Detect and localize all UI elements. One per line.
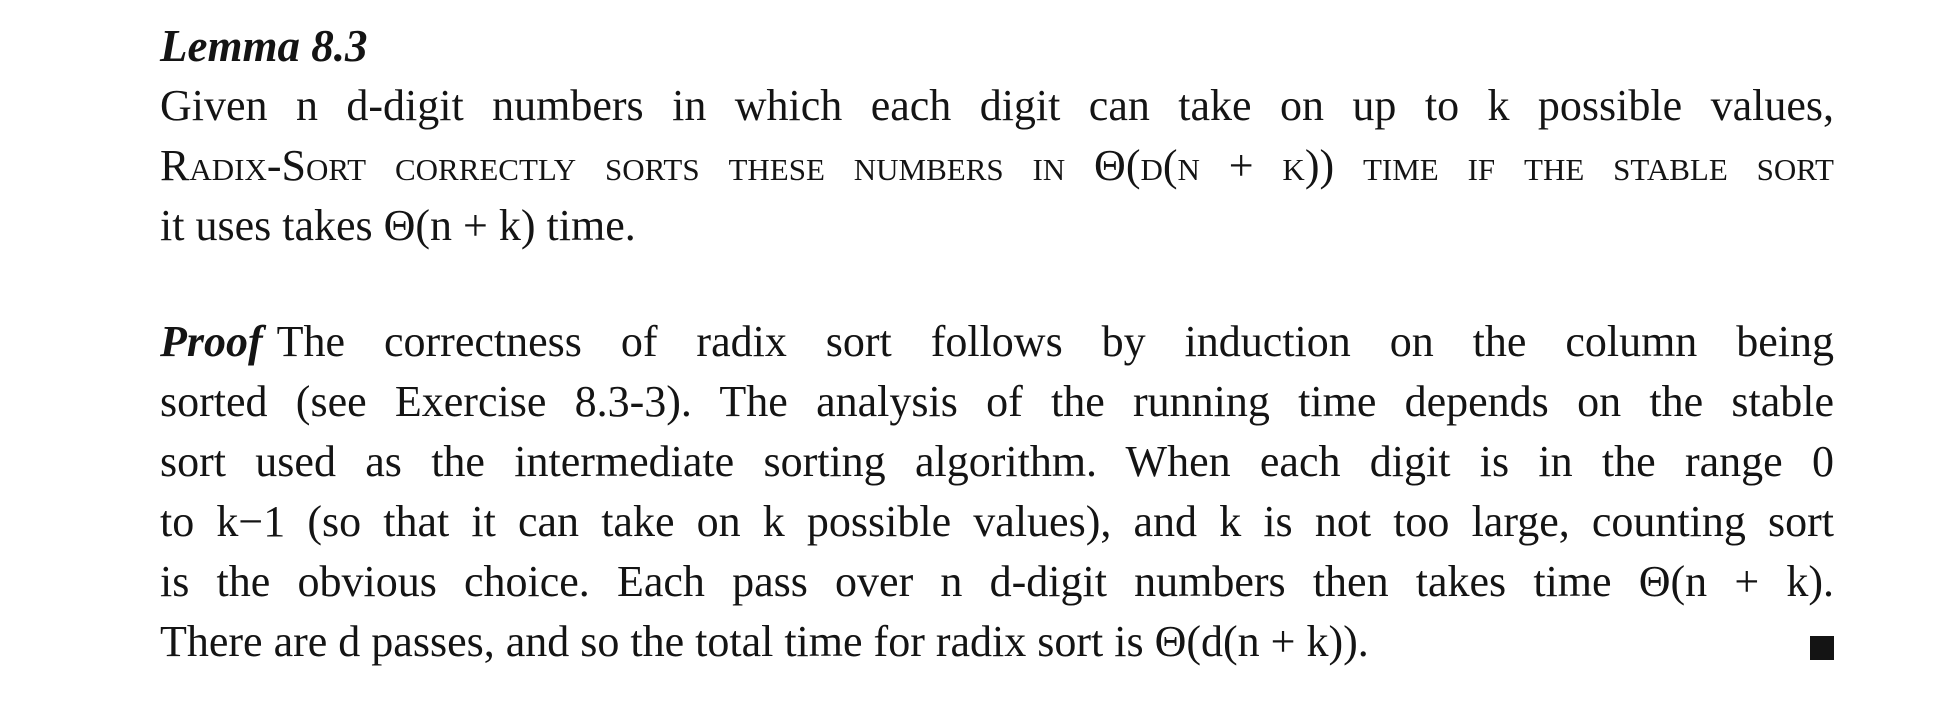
lemma-line: Given n d-digit numbers in which each digit can take on up to k possible values, [160, 81, 1834, 130]
lemma-line: it uses takes Θ(n + k) time. [160, 201, 636, 250]
proof-paragraph [160, 312, 1834, 672]
proof-line: sort used as the intermediate sorting algorithm. When each digit is in the range 0 [160, 437, 1834, 486]
proof-line: The correctness of radix sort follows by induction on the column being [276, 317, 1834, 366]
proof-line: to k−1 (so that it can take on k possible values), and k is not too large, counting sort [160, 497, 1834, 546]
proof-line: sorted (see Exercise 8.3-3). The analysis of the running time depends on the stable [160, 377, 1834, 426]
lemma-line: Radix-Sort correctly sorts these numbers in Θ(d(n + k)) time if the stable sort [160, 141, 1834, 190]
proof-label: Proof [160, 317, 263, 366]
lemma-statement [160, 76, 1834, 256]
proof-line: There are d passes, and so the total time for radix sort is Θ(d(n + k)). [160, 617, 1369, 666]
lemma-title: Lemma 8.3 [160, 21, 368, 71]
qed-square-icon [1810, 636, 1834, 660]
proof-line: is the obvious choice. Each pass over n d-digit numbers then takes time Θ(n + k). [160, 557, 1834, 606]
proof-first-line [160, 312, 1834, 372]
